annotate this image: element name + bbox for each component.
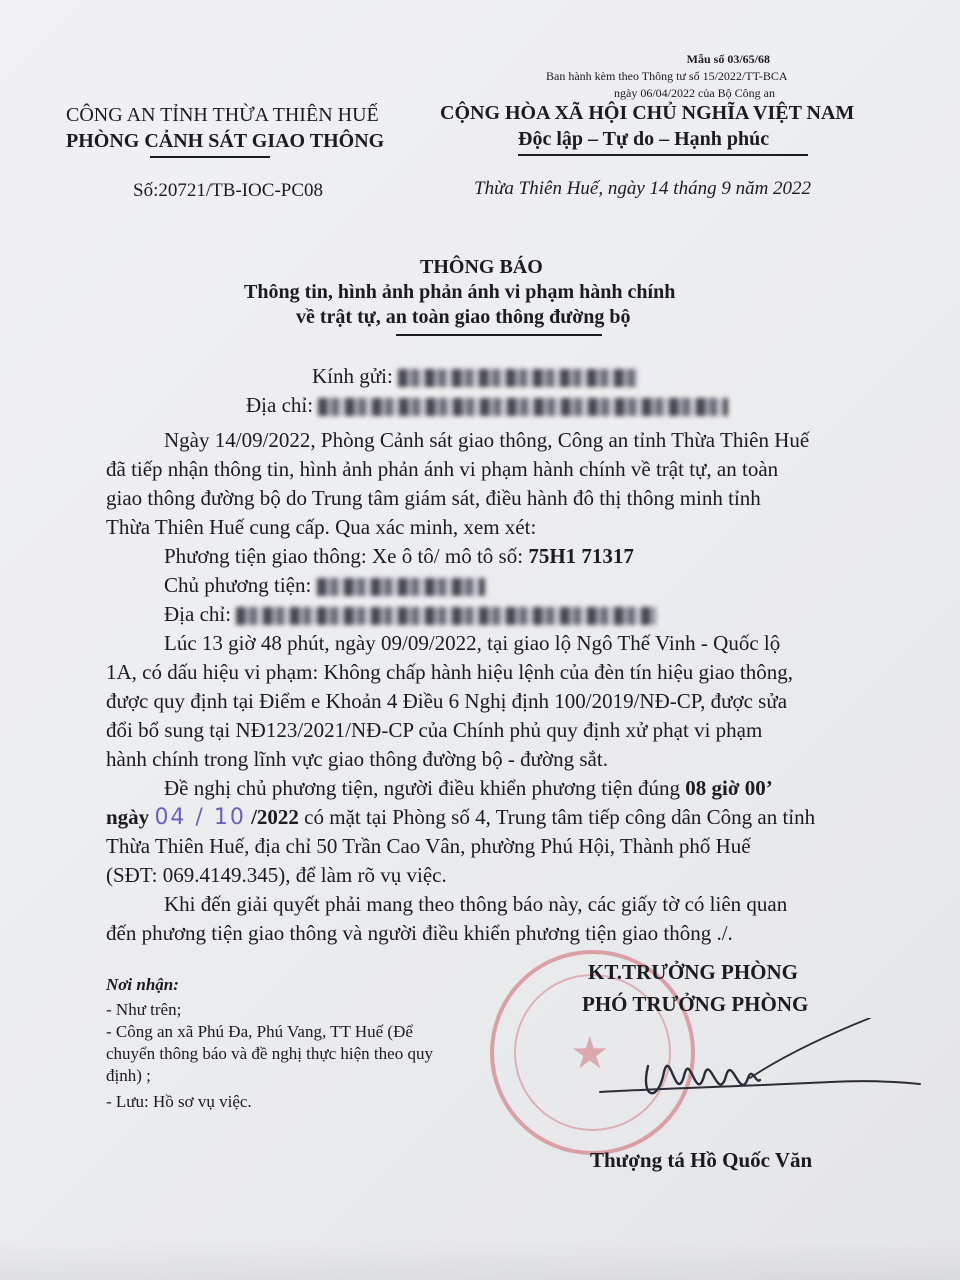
vehicle-line [164, 544, 634, 569]
signer-name: Thượng tá Hồ Quốc Văn [590, 1148, 813, 1172]
recipient-2-line2: chuyển thông báo và đề nghị thực hiện theo quy [106, 1044, 433, 1063]
handwritten-date: 04 / 10 [154, 805, 246, 830]
owner-label: Chủ phương tiện: [164, 573, 312, 597]
addressee-to [312, 364, 638, 389]
addressee-address [246, 393, 728, 418]
p1-line2: đã tiếp nhận thông tin, hình ảnh phản ánh vi phạm hành chính về trật tự, an toàn [106, 457, 779, 481]
recipients-heading: Nơi nhận: [106, 975, 179, 994]
handwritten-signature [580, 1018, 940, 1128]
seal-star-icon: ★ [570, 1028, 610, 1079]
redacted-owner [317, 578, 485, 596]
appointment-time: 08 giờ 00’ [685, 776, 773, 800]
address-label: Địa chỉ: [246, 393, 314, 417]
agency-name: PHÒNG CẢNH SÁT GIAO THÔNG [66, 130, 385, 152]
redacted-name [398, 369, 638, 387]
country-name: CỘNG HÒA XÃ HỘI CHỦ NGHĨA VIỆT NAM [440, 102, 855, 124]
p2-line4: đổi bổ sung tại NĐ123/2021/NĐ-CP của Chính phủ quy định xử phạt vi phạm [106, 718, 763, 742]
p4-line1: Khi đến giải quyết phải mang theo thông báo này, các giấy tờ có liên quan [164, 892, 788, 916]
redacted-address [318, 398, 728, 416]
redacted-owner-address [236, 607, 656, 625]
p2-line2: 1A, có dấu hiệu vi phạm: Không chấp hành hiệu lệnh của đèn tín hiệu giao thông, [106, 660, 794, 684]
appointment-year: /2022 [251, 805, 299, 829]
vehicle-plate: 75H1 71317 [528, 544, 634, 568]
owner-line [164, 573, 485, 598]
title-underline [396, 334, 602, 336]
p1-line1: Ngày 14/09/2022, Phòng Cảnh sát giao thông, Công an tỉnh Thừa Thiên Huế [164, 428, 810, 452]
form-issued-line2: ngày 06/04/2022 của Bộ Công an [614, 86, 775, 100]
p4-line2: đến phương tiện giao thông và người điều khiển phương tiện giao thông ./. [106, 921, 733, 945]
p3-line1 [164, 776, 773, 801]
national-motto: Độc lập – Tự do – Hạnh phúc [518, 128, 770, 150]
notice-subtitle-line2: về trật tự, an toàn giao thông đường bộ [296, 306, 631, 328]
page-shadow [0, 1240, 960, 1280]
recipient-3: - Lưu: Hồ sơ vụ việc. [106, 1092, 252, 1111]
document-number: Số:20721/TB-IOC-PC08 [133, 180, 324, 201]
p1-line3: giao thông đường bộ do Trung tâm giám sát, điều hành đô thị thông minh tỉnh [106, 486, 761, 510]
place-date: Thừa Thiên Huế, ngày 14 tháng 9 năm 2022 [474, 178, 812, 199]
form-issued-line1: Ban hành kèm theo Thông tư số 15/2022/TT-BCA [546, 69, 788, 83]
motto-underline [518, 154, 808, 156]
agency-underline [150, 156, 270, 158]
day-label: ngày [106, 805, 150, 829]
form-code: Mẫu số 03/65/68 [686, 52, 770, 66]
p2-line3: được quy định tại Điểm e Khoản 4 Điều 6 Nghị định 100/2019/NĐ-CP, được sửa [106, 689, 788, 713]
recipient-2-line1: - Công an xã Phú Đa, Phú Vang, TT Huế (Để [106, 1022, 413, 1041]
p3-line2 [106, 805, 815, 830]
p1-line4: Thừa Thiên Huế cung cấp. Qua xác minh, xem xét: [106, 515, 537, 539]
agency-parent: CÔNG AN TỈNH THỪA THIÊN HUẾ [66, 104, 379, 126]
p2-line1: Lúc 13 giờ 48 phút, ngày 09/09/2022, tại giao lộ Ngô Thế Vinh - Quốc lộ [164, 631, 781, 655]
notice-title: THÔNG BÁO [420, 256, 543, 278]
signature-title-line1: KT.TRƯỞNG PHÒNG [588, 960, 798, 984]
recipient-1: - Như trên; [106, 1000, 182, 1019]
vehicle-label: Phương tiện giao thông: Xe ô tô/ mô tô số: [164, 544, 529, 568]
owner-address-label: Địa chỉ: [164, 602, 232, 626]
p2-line5: hành chính trong lĩnh vực giao thông đường bộ - đường sắt. [106, 747, 608, 771]
notice-subtitle-line1: Thông tin, hình ảnh phản ánh vi phạm hành chính [244, 281, 676, 303]
signature-title-line2: PHÓ TRƯỞNG PHÒNG [582, 992, 809, 1016]
p3-line1-text: Đề nghị chủ phương tiện, người điều khiển phương tiện đúng [164, 776, 686, 800]
to-label: Kính gửi: [312, 364, 393, 388]
p3-line4: (SĐT: 069.4149.345), để làm rõ vụ việc. [106, 863, 447, 887]
owner-address-line [164, 602, 656, 627]
p3-line3: Thừa Thiên Huế, địa chỉ 50 Trần Cao Vân, phường Phú Hội, Thành phố Huế [106, 834, 751, 858]
recipient-2-line3: định) ; [106, 1066, 151, 1085]
p3-line2-rest: có mặt tại Phòng số 4, Trung tâm tiếp công dân Công an tỉnh [298, 805, 816, 829]
